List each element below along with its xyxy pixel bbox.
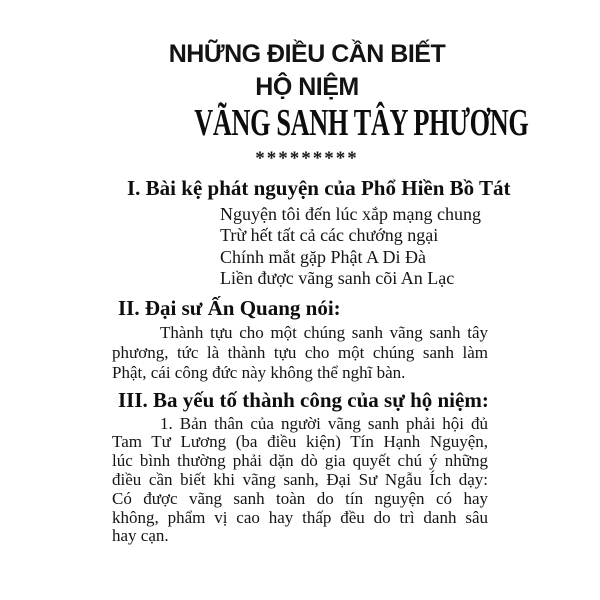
paragraph-line: điều cần biết khi vãng sanh, Đại Sư Ngẫu Ích dạy: bbox=[112, 470, 488, 490]
document-header bbox=[112, 0, 529, 169]
section-3-heading: III. Ba yếu tố thành công của sự hộ niệm: bbox=[118, 387, 489, 412]
paragraph-line: Phật, cái công đức này không thể nghĩ bàn. bbox=[112, 362, 406, 382]
paragraph-line: phương, tức là thành tựu cho một chúng sanh làm bbox=[112, 342, 488, 362]
paragraph-line: Thành tựu cho một chúng sanh vãng sanh tây bbox=[160, 322, 488, 342]
display-title: VÃNG SANH TÂY PHƯƠNG bbox=[194, 102, 529, 145]
paragraph-line: 1. Bản thân của người vãng sanh phải hội đủ bbox=[160, 413, 488, 433]
verse-line: Liền được vãng sanh cõi An Lạc bbox=[220, 268, 455, 289]
section-1-heading: I. Bài kệ phát nguyện của Phổ Hiền Bồ Tát bbox=[127, 176, 511, 200]
section-1 bbox=[112, 175, 511, 290]
title-line-1: NHỮNG ĐIỀU CẦN BIẾT bbox=[168, 40, 446, 68]
paragraph-line: hay cạn. bbox=[112, 526, 169, 546]
section-2 bbox=[112, 295, 488, 383]
section-2-paragraph bbox=[112, 323, 488, 383]
asterisk-divider: ********* bbox=[255, 148, 359, 169]
paragraph-line: Tam Tư Lương (ba điều kiện) Tín Hạnh Nguyện, bbox=[112, 432, 488, 452]
paragraph-line: Có được vãng sanh toàn do tín nguyện có hay bbox=[112, 488, 488, 508]
section-2-heading: II. Đại sư Ấn Quang nói: bbox=[118, 295, 341, 320]
verse-line: Chính mắt gặp Phật A Di Đà bbox=[220, 246, 426, 267]
verse-block bbox=[220, 204, 488, 290]
title-line-2: HỘ NIỆM bbox=[255, 73, 359, 101]
verse-line: Trừ hết tất cả các chướng ngại bbox=[220, 225, 439, 246]
display-title-row bbox=[126, 102, 529, 151]
verse-line: Nguyện tôi đến lúc xắp mạng chung bbox=[220, 204, 481, 224]
paragraph-line: không, phẩm vị cao hay thấp đều do trì danh sâu bbox=[112, 507, 488, 527]
section-3-paragraph bbox=[112, 415, 488, 547]
section-3 bbox=[112, 387, 488, 547]
paragraph-line: lúc bình thường phải dặn dò gia quyết chú ý những bbox=[112, 451, 488, 471]
